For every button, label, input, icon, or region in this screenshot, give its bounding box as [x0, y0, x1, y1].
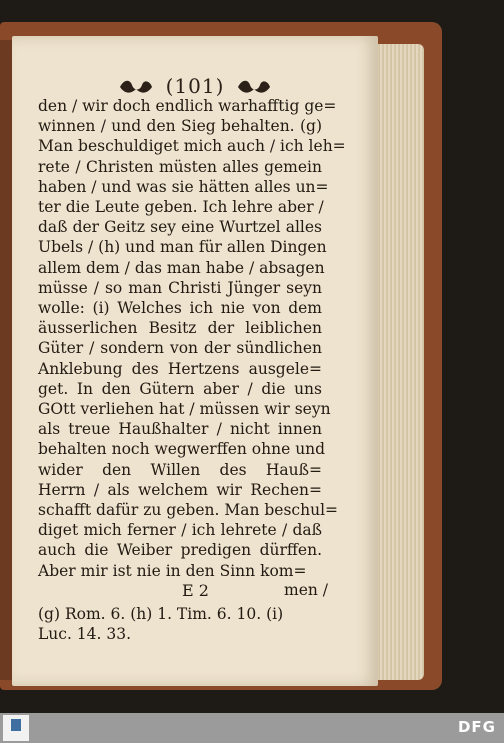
text-line: den / wir doch endlich warhafftig ge=: [38, 97, 337, 115]
text-line: als treue Haußhalter / nicht innen: [38, 420, 322, 439]
text-line: Man beschuldiget mich auch / ich leh=: [38, 137, 346, 156]
text-line: Ubels / (h) und man für allen Dingen: [38, 238, 327, 257]
text-line: winnen / und den Sieg behalten. (g): [38, 117, 322, 136]
dfg-logo[interactable]: DFG: [457, 718, 496, 736]
book-spine-edge: [0, 40, 12, 680]
book-page: [12, 36, 378, 686]
text-line: Herrn / als welchem wir Rechen=: [38, 480, 322, 499]
text-line: diget mich ferner / ich lehrete / daß: [38, 521, 322, 540]
text-line: müsse / so man Christi Jünger seyn: [38, 278, 322, 297]
text-line: wolle: (i) Welches ich nie von dem: [38, 299, 322, 318]
text-line: schafft dafür zu geben. Man beschul=: [38, 501, 339, 520]
text-line: allem dem / das man habe / absagen: [38, 258, 325, 277]
text-line: haben / und was sie hätten alles un=: [38, 177, 329, 196]
footnotes: [38, 604, 338, 644]
page-edges: [372, 44, 424, 680]
text-line: ter die Leute geben. Ich lehre aber /: [38, 198, 324, 217]
viewer-footer: [0, 713, 504, 743]
signature-mark: E 2: [182, 581, 209, 600]
page-number: (101): [165, 74, 225, 98]
catchword: men /: [284, 581, 329, 599]
text-line: Güter / sondern von der sündlichen: [38, 339, 322, 358]
text-line: Aber mir ist nie in den Sinn kom=: [38, 561, 307, 580]
footnote-line: Luc. 14. 33.: [38, 625, 132, 643]
text-line: Anklebung des Hertzens ausgele=: [38, 359, 322, 378]
footnote-line: (g) Rom. 6. (h) 1. Tim. 6. 10. (i): [38, 605, 284, 623]
text-line: daß der Geitz sey eine Wurtzel alles: [38, 218, 322, 237]
text-line: rete / Christen müsten alles gemein: [38, 157, 322, 176]
text-line: GOtt verliehen hat / müssen wir seyn: [38, 400, 331, 419]
text-line: wider den Willen des Hauß=: [38, 460, 322, 479]
library-logo-icon[interactable]: [3, 715, 29, 741]
text-line: auch die Weiber predigen dürffen.: [38, 541, 322, 560]
text-line: behalten noch wegwerffen ohne und: [38, 440, 326, 459]
text-line: äusserlichen Besitz der leiblichen: [38, 319, 322, 338]
body-text: [38, 96, 346, 581]
text-line: get. In den Gütern aber / die uns: [38, 379, 322, 398]
